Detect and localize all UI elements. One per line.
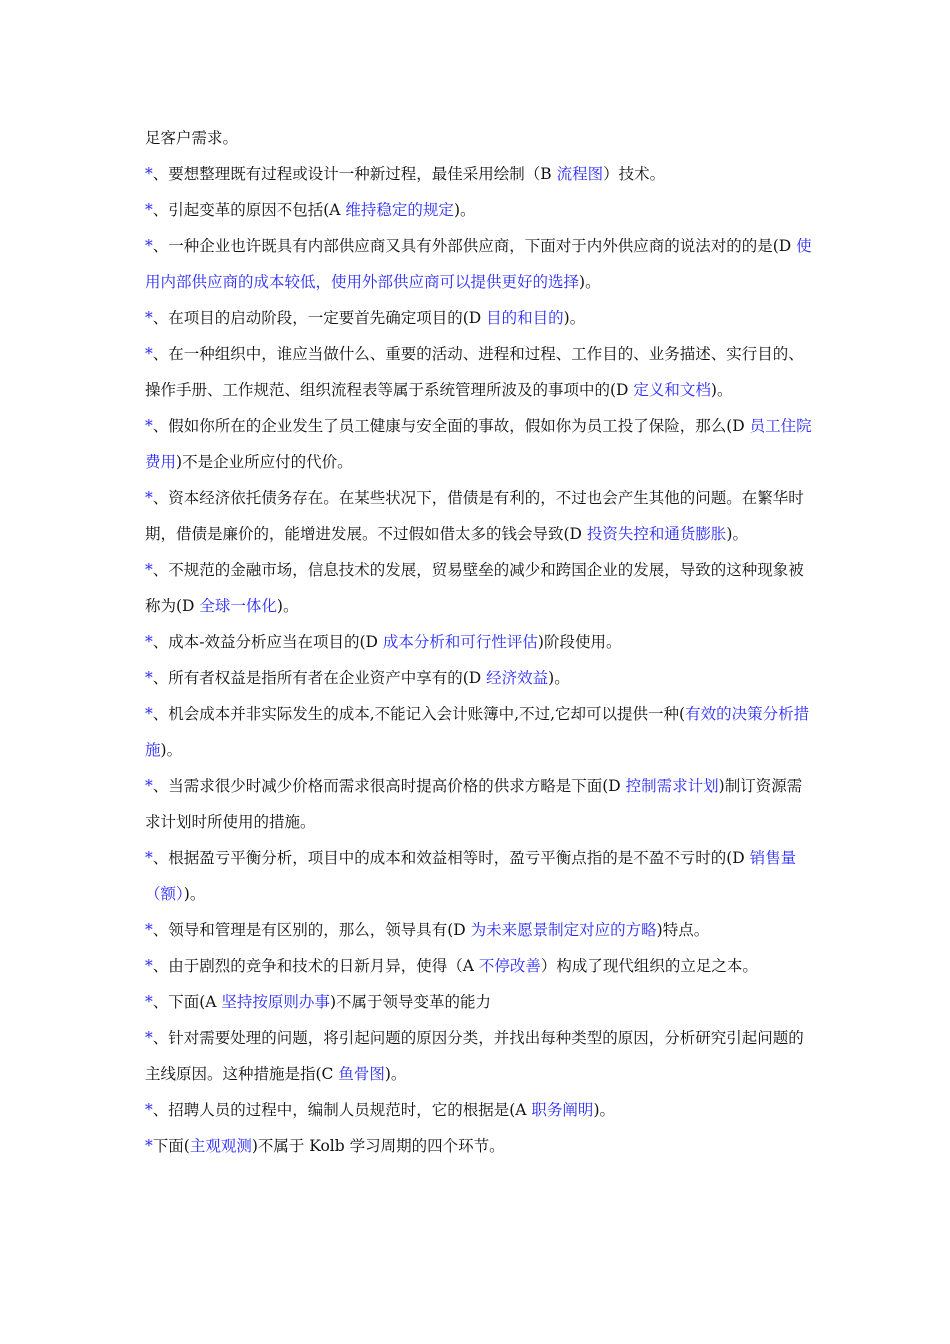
bullet-marker: * bbox=[145, 201, 153, 219]
bullet-marker: * bbox=[145, 345, 153, 363]
question-text: )。 bbox=[160, 741, 183, 759]
question-text: )。 bbox=[593, 1101, 615, 1119]
bullet-marker: * bbox=[145, 309, 153, 327]
question-item bbox=[145, 300, 815, 336]
answer-text: 为未来愿景制定对应的方略 bbox=[470, 921, 657, 939]
answer-text: 职务阐明 bbox=[531, 1101, 594, 1119]
answer-text: 销售量（额） bbox=[145, 849, 797, 903]
question-item bbox=[145, 840, 815, 912]
question-text: )制订资源需求计划时所使用的措施。 bbox=[145, 777, 803, 831]
question-text: 、一种企业也许既具有内部供应商又具有外部供应商，下面对于内外供应商的说法对的的是(D bbox=[152, 237, 797, 255]
question-text: 足客户需求。 bbox=[145, 129, 239, 147]
question-item bbox=[145, 192, 815, 228]
document-body bbox=[145, 120, 815, 1164]
question-text: 、在项目的启动阶段，一定要首先确定项目的(D bbox=[152, 309, 487, 327]
question-text: )阶段使用。 bbox=[537, 633, 622, 651]
bullet-marker: * bbox=[145, 669, 153, 687]
bullet-marker: * bbox=[145, 489, 153, 507]
question-text: 、下面(A bbox=[152, 993, 222, 1011]
answer-text: 成本分析和可行性评估 bbox=[382, 633, 538, 651]
answer-text: 有效的决策分析措施 bbox=[145, 705, 810, 759]
question-text: 、由于剧烈的竞争和技术的日新月异，使得（A bbox=[152, 957, 479, 975]
answer-text: 投资失控和通货膨胀 bbox=[586, 525, 727, 543]
question-item bbox=[145, 336, 815, 408]
question-text: )。 bbox=[579, 273, 601, 291]
question-item bbox=[145, 696, 815, 768]
answer-text: 坚持按原则办事 bbox=[221, 993, 330, 1011]
question-text: 、引起变革的原因不包括(A bbox=[152, 201, 346, 219]
question-item bbox=[145, 480, 815, 552]
bullet-marker: * bbox=[145, 561, 153, 579]
bullet-marker: * bbox=[145, 921, 153, 939]
question-text: )。 bbox=[563, 309, 586, 327]
question-text: )。 bbox=[710, 381, 733, 399]
bullet-marker: * bbox=[145, 237, 153, 255]
answer-text: 鱼骨图 bbox=[338, 1065, 385, 1083]
bullet-marker: * bbox=[145, 165, 153, 183]
question-text: 、在一种组织中，谁应当做什么、重要的活动、进程和过程、工作目的、业务描述、实行目的、操作手册、工作规范、组织流程表等属于系统管理所波及的事项中的(D bbox=[145, 345, 804, 399]
question-text: )。 bbox=[548, 669, 570, 687]
question-item bbox=[145, 1092, 815, 1128]
question-text: )。 bbox=[453, 201, 476, 219]
answer-text: 不停改善 bbox=[478, 957, 541, 975]
question-text: )不属于领导变革的能力 bbox=[329, 993, 491, 1011]
answer-text: 定义和文档 bbox=[633, 381, 711, 399]
question-text: )。 bbox=[384, 1065, 407, 1083]
bullet-marker: * bbox=[145, 417, 153, 435]
bullet-marker: * bbox=[145, 849, 153, 867]
answer-text: 全球一体化 bbox=[199, 597, 277, 615]
question-item bbox=[145, 1128, 815, 1164]
answer-text: 维持稳定的规定 bbox=[345, 201, 454, 219]
bullet-marker: * bbox=[145, 777, 153, 795]
question-text: 、针对需要处理的问题，将引起问题的原因分类，并找出每种类型的原因，分析研究引起问题的主线原因。这种措施是指(C bbox=[145, 1029, 804, 1083]
bullet-marker: * bbox=[145, 633, 153, 651]
question-text: 、领导和管理是有区别的，那么，领导具有(D bbox=[152, 921, 471, 939]
question-text: )。 bbox=[276, 597, 299, 615]
question-text: ）构成了现代组织的立足之本。 bbox=[540, 957, 758, 975]
question-text: 、根据盈亏平衡分析，项目中的成本和效益相等时，盈亏平衡点指的是不盈不亏时的(D bbox=[152, 849, 750, 867]
question-text: )。 bbox=[726, 525, 748, 543]
question-text: 下面( bbox=[152, 1137, 190, 1155]
bullet-marker: * bbox=[145, 1101, 153, 1119]
answer-text: 使用内部供应商的成本较低，使用外部供应商可以提供更好的选择 bbox=[145, 237, 812, 291]
bullet-marker: * bbox=[145, 1137, 153, 1155]
answer-text: 目的和目的 bbox=[486, 309, 564, 327]
question-text: 、当需求很少时减少价格而需求很高时提高价格的供求方略是下面(D bbox=[152, 777, 626, 795]
question-text: 、要想整理既有过程或设计一种新过程，最佳采用绘制（B bbox=[152, 165, 557, 183]
question-text: )。 bbox=[183, 885, 206, 903]
answer-text: 主观观测 bbox=[189, 1137, 252, 1155]
question-text: ）技术。 bbox=[603, 165, 666, 183]
bullet-marker: * bbox=[145, 705, 153, 723]
bullet-marker: * bbox=[145, 993, 153, 1011]
question-item bbox=[145, 948, 815, 984]
question-item bbox=[145, 768, 815, 840]
question-item bbox=[145, 1020, 815, 1092]
question-text: 、所有者权益是指所有者在企业资产中享有的(D bbox=[152, 669, 487, 687]
answer-text: 员工住院费用 bbox=[145, 417, 812, 471]
question-item bbox=[145, 660, 815, 696]
answer-text: 经济效益 bbox=[486, 669, 549, 687]
question-item bbox=[145, 408, 815, 480]
question-item bbox=[145, 912, 815, 948]
question-text: 、成本-效益分析应当在项目的(D bbox=[152, 633, 383, 651]
question-item bbox=[145, 228, 815, 300]
answer-text: 流程图 bbox=[556, 165, 604, 183]
question-item bbox=[145, 552, 815, 624]
question-text: 、不规范的金融市场，信息技术的发展，贸易壁垒的减少和跨国企业的发展，导致的这种现象被称为(D bbox=[145, 561, 804, 615]
bullet-marker: * bbox=[145, 957, 153, 975]
question-text: 、资本经济依托债务存在。在某些状况下，借债是有利的，不过也会产生其他的问题。在繁华时期，借债是廉价的，能增进发展。不过假如借太多的钱会导致(D bbox=[145, 489, 804, 543]
bullet-marker: * bbox=[145, 1029, 153, 1047]
answer-text: 控制需求计划 bbox=[625, 777, 719, 795]
question-text: )特点。 bbox=[656, 921, 710, 939]
question-item bbox=[145, 624, 815, 660]
question-text: )不属于 Kolb 学习周期的四个环节。 bbox=[251, 1137, 505, 1155]
question-text: )不是企业所应付的代价。 bbox=[176, 453, 353, 471]
question-text: 、机会成本并非实际发生的成本,不能记入会计账簿中,不过,它却可以提供一种( bbox=[152, 705, 686, 723]
question-text: 、招聘人员的过程中，编制人员规范时，它的根据是(A bbox=[152, 1101, 532, 1119]
question-text: 、假如你所在的企业发生了员工健康与安全面的事故，假如你为员工投了保险，那么(D bbox=[152, 417, 750, 435]
question-item bbox=[145, 984, 815, 1020]
question-item bbox=[145, 156, 815, 192]
paragraph-continuation bbox=[145, 120, 815, 156]
